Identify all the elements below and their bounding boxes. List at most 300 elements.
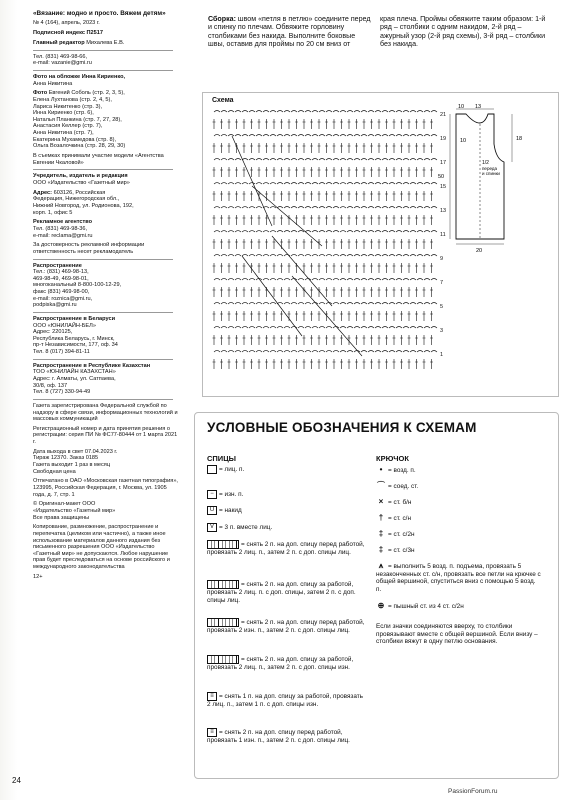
chain-arc-mark xyxy=(417,183,423,185)
chain-arc-mark xyxy=(291,159,297,161)
chain-arc-mark xyxy=(221,135,227,137)
chain-arc-mark xyxy=(396,207,402,209)
chain-arc-mark xyxy=(242,255,248,257)
chain-arc-mark xyxy=(249,159,255,161)
chart-row xyxy=(214,303,437,305)
chain-arc-mark xyxy=(228,207,234,209)
chain-arc-mark xyxy=(361,135,367,137)
chain-arc-mark xyxy=(396,111,402,113)
half-label: 1/2 xyxy=(482,160,489,166)
chain-arc-mark xyxy=(410,255,416,257)
chain-arc-mark xyxy=(228,183,234,185)
diagonal-stitch-group-mark xyxy=(292,276,362,356)
chain-arc-mark xyxy=(410,159,416,161)
row-number-label: 7 xyxy=(440,280,444,286)
dim-50: 50 xyxy=(438,174,445,180)
chain-arc-mark xyxy=(424,327,430,329)
chain-arc-mark xyxy=(214,207,220,209)
chain-arc-mark xyxy=(326,327,332,329)
chain-arc-mark xyxy=(235,135,241,137)
chain-arc-mark xyxy=(291,135,297,137)
chain-arc-mark xyxy=(277,231,283,233)
chain-arc-mark xyxy=(242,303,248,305)
chain-arc-mark xyxy=(221,279,227,281)
chain-arc-mark xyxy=(312,183,318,185)
chain-arc-mark xyxy=(424,255,430,257)
knit-legend-item: = снять 2 п. на доп. спицу за работой, провязать 2 лиц. п., затем 2 п. с доп. спицы изн. xyxy=(207,656,354,671)
chain-arc-mark xyxy=(270,279,276,281)
chain-arc-mark xyxy=(221,351,227,353)
chain-arc-mark xyxy=(431,303,437,305)
knit-legend-item: ≡ = снять 2 п. на доп. спицу перед работой, провязать 1 изн. п., затем 2 п. с доп. спицы лиц. xyxy=(207,729,350,744)
chain-arc-mark xyxy=(368,303,374,305)
chain-arc-mark xyxy=(319,327,325,329)
chain-arc-mark xyxy=(368,207,374,209)
chain-arc-mark xyxy=(333,111,339,113)
chart-row xyxy=(213,359,434,369)
chain-arc-mark xyxy=(291,303,297,305)
knit-legend-item: = снять 2 п. на доп. спицу перед работой, провязать 2 лиц. п., затем 2 п. с доп. спицы лиц. xyxy=(207,541,365,556)
chain-arc-mark xyxy=(403,231,409,233)
chain-arc-mark xyxy=(235,279,241,281)
chain-arc-mark xyxy=(403,255,409,257)
crochet-legend-item: • = возд. п. xyxy=(376,466,541,475)
chain-arc-mark xyxy=(228,279,234,281)
chain-arc-mark xyxy=(403,351,409,353)
chain-arc-mark xyxy=(389,111,395,113)
chain-arc-mark xyxy=(396,231,402,233)
crochet-chart-diagram xyxy=(212,106,448,378)
chain-arc-mark xyxy=(228,111,234,113)
crochet-symbol-icon: ‡ xyxy=(378,529,384,538)
chain-arc-mark xyxy=(396,303,402,305)
kazakhstan-block: Распространение в Республике Казахстан ТОО «ЮНИЛАЙН КАЗАХСТАН» Адрес: г. Алматы, ул. Сатпаева, 30/8, оф. 137 Тел. 8 (727) 330-94-49 xyxy=(33,362,151,396)
chain-arc-mark xyxy=(284,327,290,329)
chain-arc-mark xyxy=(382,351,388,353)
chain-arc-mark xyxy=(424,135,430,137)
chain-arc-mark xyxy=(333,159,339,161)
chain-arc-mark xyxy=(312,135,318,137)
chain-arc-mark xyxy=(347,351,353,353)
chain-arc-mark xyxy=(403,303,409,305)
divider xyxy=(33,359,173,360)
row-number-label: 5 xyxy=(440,304,444,310)
chain-arc-mark xyxy=(249,255,255,257)
chain-arc-mark xyxy=(361,159,367,161)
knit-symbol-icon xyxy=(207,540,239,549)
crochet-symbol-icon: ⊕ xyxy=(377,601,385,610)
chain-arc-mark xyxy=(354,111,360,113)
chain-arc-mark xyxy=(431,327,437,329)
chain-arc-mark xyxy=(354,207,360,209)
knit-legend-item: U = накид xyxy=(207,506,367,515)
chain-arc-mark xyxy=(368,231,374,233)
chain-arc-mark xyxy=(396,255,402,257)
chain-arc-mark xyxy=(417,279,423,281)
chart-row xyxy=(213,167,434,177)
chain-arc-mark xyxy=(235,327,241,329)
chain-arc-mark xyxy=(417,231,423,233)
chain-arc-mark xyxy=(333,279,339,281)
chain-arc-mark xyxy=(389,135,395,137)
knit-legend-item: = снять 2 п. на доп. спицу за работой, провязать 2 лиц. п. с доп. спицы, затем 2 п. с доп. спицы лиц. xyxy=(207,581,356,604)
chain-arc-mark xyxy=(270,351,276,353)
chain-arc-mark xyxy=(249,327,255,329)
chain-arc-mark xyxy=(263,303,269,305)
chain-arc-mark xyxy=(319,351,325,353)
diagonal-stitch-group-mark xyxy=(272,236,332,306)
chain-arc-mark xyxy=(312,279,318,281)
chain-arc-mark xyxy=(340,183,346,185)
chain-arc-mark xyxy=(347,279,353,281)
chain-arc-mark xyxy=(389,159,395,161)
chain-arc-mark xyxy=(340,351,346,353)
chain-arc-mark xyxy=(417,303,423,305)
divider xyxy=(33,259,173,260)
chain-arc-mark xyxy=(375,135,381,137)
chain-arc-mark xyxy=(221,111,227,113)
chain-arc-mark xyxy=(242,111,248,113)
chain-arc-mark xyxy=(214,303,220,305)
chain-arc-mark xyxy=(256,183,262,185)
chain-arc-mark xyxy=(214,111,220,113)
chain-arc-mark xyxy=(284,111,290,113)
chain-arc-mark xyxy=(361,231,367,233)
chain-arc-mark xyxy=(319,111,325,113)
chain-arc-mark xyxy=(375,303,381,305)
chain-arc-mark xyxy=(354,135,360,137)
crochet-legend-item: ⌒ = соед. ст. xyxy=(377,481,419,490)
chain-arc-mark xyxy=(347,231,353,233)
chain-arc-mark xyxy=(235,159,241,161)
chain-arc-mark xyxy=(256,111,262,113)
chart-row xyxy=(214,327,437,329)
chain-arc-mark xyxy=(375,111,381,113)
chain-arc-mark xyxy=(403,207,409,209)
legend-title: УСЛОВНЫЕ ОБОЗНАЧЕНИЯ К СХЕМАМ xyxy=(207,420,477,435)
contacts-block: Тел. (831) 469-98-66, e-mail: vazanie@gmi.ru xyxy=(33,53,92,67)
chain-arc-mark xyxy=(284,207,290,209)
chain-arc-mark xyxy=(284,231,290,233)
chain-arc-mark xyxy=(417,159,423,161)
knit-legend-item: = лиц. п. xyxy=(207,465,367,474)
chain-arc-mark xyxy=(242,183,248,185)
chain-arc-mark xyxy=(284,279,290,281)
chain-arc-mark xyxy=(319,303,325,305)
chain-arc-mark xyxy=(361,279,367,281)
chain-arc-mark xyxy=(382,135,388,137)
knit-legend-item: V = 3 п. вместе лиц. xyxy=(207,523,367,532)
chain-arc-mark xyxy=(396,279,402,281)
chain-arc-mark xyxy=(312,327,318,329)
chain-arc-mark xyxy=(256,303,262,305)
chain-arc-mark xyxy=(396,135,402,137)
chain-arc-mark xyxy=(305,279,311,281)
chain-arc-mark xyxy=(375,207,381,209)
chain-arc-mark xyxy=(333,207,339,209)
chain-arc-mark xyxy=(256,231,262,233)
chain-arc-mark xyxy=(333,351,339,353)
chain-arc-mark xyxy=(375,183,381,185)
dim-13: 13 xyxy=(475,104,482,110)
chain-arc-mark xyxy=(284,303,290,305)
divider xyxy=(33,50,173,51)
chain-arc-mark xyxy=(305,351,311,353)
chain-arc-mark xyxy=(214,351,220,353)
chain-arc-mark xyxy=(249,351,255,353)
chain-arc-mark xyxy=(375,159,381,161)
chain-arc-mark xyxy=(291,255,297,257)
chain-arc-mark xyxy=(382,279,388,281)
chain-arc-mark xyxy=(263,159,269,161)
divider xyxy=(33,312,173,313)
chart-row xyxy=(213,239,434,249)
chain-arc-mark xyxy=(354,231,360,233)
chain-arc-mark xyxy=(242,279,248,281)
assembly-text-col2: края плеча. Проймы обвяжите таким образом: 1-й ряд – столбики с одним накидом, 2-й ряд – ажурный узор (2-й ряд схемы), 3-й ряд – столбики без накида. xyxy=(380,15,546,49)
chain-arc-mark xyxy=(389,207,395,209)
chain-arc-mark xyxy=(403,327,409,329)
chain-arc-mark xyxy=(424,207,430,209)
chain-arc-mark xyxy=(270,303,276,305)
legal-notice: Копирование, размножение, распространение и перепечатка (целиком или частично), а также иное использование материалов данного издания без письменного разрешения ООО «Издательство «Газетный мир» не допускаются. Любое нарушение прав будет преследоваться на основе российского и международного законодательства xyxy=(33,524,170,570)
knit-symbol-icon xyxy=(207,465,217,474)
chain-arc-mark xyxy=(305,159,311,161)
chain-arc-mark xyxy=(361,351,367,353)
crochet-symbol-icon: • xyxy=(379,465,383,474)
chain-arc-mark xyxy=(333,183,339,185)
chain-arc-mark xyxy=(263,183,269,185)
chain-arc-mark xyxy=(284,159,290,161)
chain-arc-mark xyxy=(284,351,290,353)
chain-arc-mark xyxy=(214,279,220,281)
chain-arc-mark xyxy=(375,351,381,353)
chain-arc-mark xyxy=(256,207,262,209)
chain-arc-mark xyxy=(249,303,255,305)
chain-arc-mark xyxy=(382,255,388,257)
chain-arc-mark xyxy=(249,231,255,233)
chain-arc-mark xyxy=(249,207,255,209)
chain-arc-mark xyxy=(312,255,318,257)
chain-arc-mark xyxy=(298,303,304,305)
divider xyxy=(33,169,173,170)
distribution-block: Распространение Тел.: (831) 469-98-13, 469-98-49, 469-98-01, многоканальный 8-800-100-12-29, факс (831) 469-98-00, e-mail: roznica@gmi.ru, podpiska@gmi.ru xyxy=(33,262,122,309)
chain-arc-mark xyxy=(340,135,346,137)
chain-arc-mark xyxy=(410,135,416,137)
chain-arc-mark xyxy=(277,351,283,353)
chain-arc-mark xyxy=(410,207,416,209)
chain-arc-mark xyxy=(235,207,241,209)
knit-symbol-icon xyxy=(207,580,239,589)
chain-arc-mark xyxy=(277,111,283,113)
chain-arc-mark xyxy=(249,279,255,281)
chain-arc-mark xyxy=(431,111,437,113)
chain-arc-mark xyxy=(319,255,325,257)
age-rating: 12+ xyxy=(33,573,43,580)
chain-arc-mark xyxy=(354,279,360,281)
row-number-label: 11 xyxy=(440,232,446,238)
chain-arc-mark xyxy=(424,279,430,281)
chain-arc-mark xyxy=(298,111,304,113)
knit-legend-item: − = изн. п. xyxy=(207,490,367,499)
chain-arc-mark xyxy=(298,327,304,329)
chain-arc-mark xyxy=(221,159,227,161)
dim-10-left: 10 xyxy=(458,104,465,110)
belarus-block: Распространение в Беларуси ООО «ЮНИЛАЙН-БЕЛ» Адрес: 220125, Республика Беларусь, г. Минск, пр-т Независимости, 177, оф. 34 Тел. 8 (017) 394-81-11 xyxy=(33,316,118,355)
chain-arc-mark xyxy=(347,135,353,137)
chain-arc-mark xyxy=(242,327,248,329)
chain-arc-mark xyxy=(319,135,325,137)
chain-arc-mark xyxy=(319,231,325,233)
chain-arc-mark xyxy=(340,279,346,281)
chain-arc-mark xyxy=(403,111,409,113)
chain-arc-mark xyxy=(361,327,367,329)
chain-arc-mark xyxy=(410,111,416,113)
ad-disclaimer: За достоверность рекламной информации ответственность несет рекламодатель xyxy=(33,242,145,255)
chain-arc-mark xyxy=(298,279,304,281)
chart-row xyxy=(214,231,437,233)
chain-arc-mark xyxy=(228,159,234,161)
crochet-symbol-icon: ⩚ xyxy=(378,561,384,570)
chain-arc-mark xyxy=(298,159,304,161)
chain-arc-mark xyxy=(298,135,304,137)
imprint-column xyxy=(33,10,181,583)
dim-18: 18 xyxy=(516,136,523,142)
chain-arc-mark xyxy=(424,303,430,305)
half-label-2: переда xyxy=(482,166,497,171)
chain-arc-mark xyxy=(424,231,430,233)
chain-arc-mark xyxy=(382,207,388,209)
chain-arc-mark xyxy=(368,135,374,137)
chain-arc-mark xyxy=(228,135,234,137)
chain-arc-mark xyxy=(375,327,381,329)
chain-arc-mark xyxy=(340,327,346,329)
chain-arc-mark xyxy=(410,183,416,185)
knit-symbol-icon: V xyxy=(207,523,217,532)
chart-row xyxy=(214,351,437,353)
chain-arc-mark xyxy=(333,231,339,233)
chain-arc-mark xyxy=(368,351,374,353)
chain-arc-mark xyxy=(403,159,409,161)
chain-arc-mark xyxy=(417,351,423,353)
chain-arc-mark xyxy=(431,207,437,209)
chain-arc-mark xyxy=(417,135,423,137)
chain-arc-mark xyxy=(375,255,381,257)
editor-line: Главный редактор Михалева Е.В. xyxy=(33,39,125,46)
crochet-symbol-icon: ‡ xyxy=(378,545,384,554)
diagonal-stitch-group-mark xyxy=(242,256,302,336)
chain-arc-mark xyxy=(396,351,402,353)
chain-arc-mark xyxy=(368,111,374,113)
divider xyxy=(33,70,173,71)
chain-arc-mark xyxy=(305,207,311,209)
crochet-symbol-icon: ⌒ xyxy=(377,481,385,490)
chain-arc-mark xyxy=(340,111,346,113)
crochet-legend-item: ‡ = ст. с/2н xyxy=(376,530,541,539)
chain-arc-mark xyxy=(221,255,227,257)
chain-arc-mark xyxy=(277,327,283,329)
chain-arc-mark xyxy=(431,279,437,281)
chain-arc-mark xyxy=(228,327,234,329)
chain-arc-mark xyxy=(291,231,297,233)
chain-arc-mark xyxy=(319,183,325,185)
row-number-label: 9 xyxy=(440,256,444,262)
crochet-symbol-icon: † xyxy=(378,513,384,522)
row-number-label: 3 xyxy=(440,328,444,334)
diagonal-stitch-group-mark xyxy=(232,136,272,226)
chain-arc-mark xyxy=(249,183,255,185)
crochet-legend-item: Если значки соединяются вверху, то столбики провязывают вместе с общей вершиной. Если внизу – столбики вяжут в одну петлю основания. xyxy=(376,623,538,646)
dim-20: 20 xyxy=(476,248,483,254)
chain-arc-mark xyxy=(312,159,318,161)
crochet-legend-item: × = ст. б/н xyxy=(376,498,541,507)
row-number-label: 21 xyxy=(440,112,447,118)
chain-arc-mark xyxy=(228,351,234,353)
chain-arc-mark xyxy=(326,183,332,185)
chain-arc-mark xyxy=(326,207,332,209)
registration-block: Газета зарегистрирована Федеральной службой по надзору в сфере связи, информационных технологий и массовых коммуникаций xyxy=(33,402,178,423)
registration-number-block: Регистрационный номер и дата принятия решения о регистрации: серия ПИ № ФС77-80444 от 1 марта 2021 г. xyxy=(33,425,178,446)
chart-row xyxy=(213,191,434,201)
chart-row xyxy=(213,335,434,345)
chart-row xyxy=(213,311,434,321)
chart-row xyxy=(213,119,434,129)
chain-arc-mark xyxy=(291,183,297,185)
row-number-label: 15 xyxy=(440,184,447,190)
chain-arc-mark xyxy=(270,135,276,137)
chart-row xyxy=(214,111,437,113)
chain-arc-mark xyxy=(389,231,395,233)
chain-arc-mark xyxy=(417,111,423,113)
chain-arc-mark xyxy=(298,207,304,209)
page-number: 24 xyxy=(12,776,21,785)
chain-arc-mark xyxy=(228,255,234,257)
subscription-index: Подписной индекс П2517 xyxy=(33,30,103,37)
chain-arc-mark xyxy=(305,303,311,305)
chain-arc-mark xyxy=(256,255,262,257)
chain-arc-mark xyxy=(270,183,276,185)
chain-arc-mark xyxy=(235,111,241,113)
chain-arc-mark xyxy=(368,255,374,257)
row-number-label: 13 xyxy=(440,208,447,214)
assembly-text-col1: Сборка: швом «петля в петлю» соедините перед и спинку по плечам. Обвяжите горловину столбиками без накида. Выполните боковые швы, оставив для проймы по 20 см вниз от xyxy=(208,15,371,49)
chain-arc-mark xyxy=(375,231,381,233)
chain-arc-mark xyxy=(389,303,395,305)
chain-arc-mark xyxy=(382,327,388,329)
chain-arc-mark xyxy=(256,327,262,329)
chain-arc-mark xyxy=(256,159,262,161)
chain-arc-mark xyxy=(235,231,241,233)
chain-arc-mark xyxy=(242,207,248,209)
chain-arc-mark xyxy=(326,351,332,353)
chain-arc-mark xyxy=(214,231,220,233)
chain-arc-mark xyxy=(417,207,423,209)
chain-arc-mark xyxy=(354,255,360,257)
ad-agency-block: Рекламное агентство Тел. (831) 469-98-36, e-mail: reclama@gmi.ru xyxy=(33,219,93,239)
chain-arc-mark xyxy=(382,231,388,233)
chain-arc-mark xyxy=(417,255,423,257)
chain-arc-mark xyxy=(305,111,311,113)
chain-arc-mark xyxy=(361,183,367,185)
knit-symbol-icon: − xyxy=(207,490,217,499)
chain-arc-mark xyxy=(298,183,304,185)
chart-row xyxy=(214,255,437,257)
chain-arc-mark xyxy=(221,183,227,185)
chain-arc-mark xyxy=(270,231,276,233)
knit-legend-item: = снять 2 п. на доп. спицу перед работой, провязать 2 изн. п., затем 2 п. с доп. спицы лиц. xyxy=(207,619,365,634)
knit-legend-item: ≡ = снять 1 п. на доп. спицу за работой, провязать 2 лиц. п., затем 1 п. с доп. спицы изн. xyxy=(207,693,364,708)
chain-arc-mark xyxy=(382,303,388,305)
